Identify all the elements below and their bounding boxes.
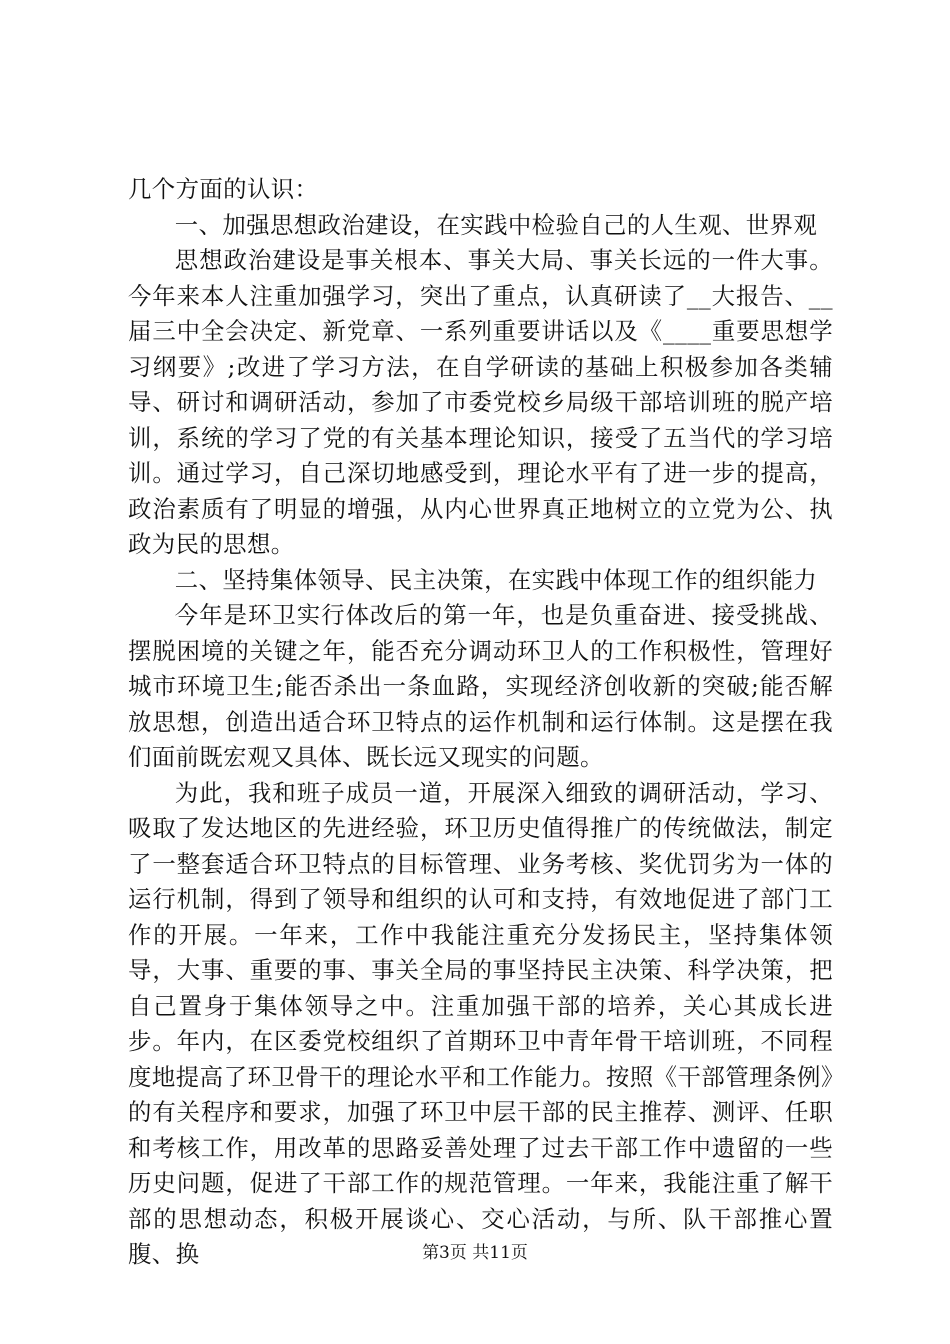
paragraph-political-study: 思想政治建设是事关根本、事关大局、事关长远的一件大事。今年来本人注重加强学习，突出了重点，认真研读了__大报告、__届三中全会决定、新党章、一系列重要讲话以及《____重要思想学习纲要》;改进了学习方法，在自学研读的基础上积极参加各类辅导、研讨和调研活动，参加了市委党校乡局级干部培训班的脱产培训，系统的学习了党的有关基本理论知识，接受了五当代的学习培训。通过学习，自己深切地感受到，理论水平有了进一步的提高，政治素质有了明显的增强，从内心世界真正地树立的立党为公、执政为民的思想。 [128, 246, 833, 558]
paragraph-leadership: 为此，我和班子成员一道，开展深入细致的调研活动，学习、吸取了发达地区的先进经验，环卫历史值得推广的传统做法，制定了一整套适合环卫特点的目标管理、业务考核、奖优罚劣为一体的运行机制，得到了领导和组织的认可和支持，有效地促进了部门工作的开展。一年来，工作中我能注重充分发扬民主，坚持集体领导，大事、重要的事、事关全局的事坚持民主决策、科学决策，把自己置身于集体领导之中。注重加强干部的培养，关心其成长进步。年内，在区委党校组织了首期环卫中青年骨干培训班，不同程度地提高了环卫骨干的理论水平和工作能力。按照《干部管理条例》的有关程序和要求，加强了环卫中层干部的民主推荐、测评、任职和考核工作，用改革的思路妥善处理了过去干部工作中遗留的一些历史问题，促进了干部工作的规范管理。一年来，我能注重了解干部的思想动态，积极开展谈心、交心活动，与所、队干部推心置腹、换 [128, 778, 833, 1268]
page-number-label: 第3页 共11页 [422, 1243, 528, 1263]
document-body [128, 172, 833, 1273]
section-heading-2: 二、坚持集体领导、民主决策，在实践中体现工作的组织能力 [174, 565, 818, 594]
page-footer [0, 1242, 950, 1264]
section-heading-1: 一、加强思想政治建设，在实践中检验自己的人生观、世界观 [174, 210, 818, 239]
paragraph-reform-year: 今年是环卫实行体改后的第一年，也是负重奋进、接受挑战、摆脱困境的关键之年，能否充分调动环卫人的工作积极性，管理好城市环境卫生;能否杀出一条血路，实现经济创收新的突破;能否解放思想，创造出适合环卫特点的运作机制和运行体制。这是摆在我们面前既宏观又具体、既长远又现实的问题。 [128, 601, 833, 771]
paragraph-intro: 几个方面的认识： [128, 175, 319, 203]
